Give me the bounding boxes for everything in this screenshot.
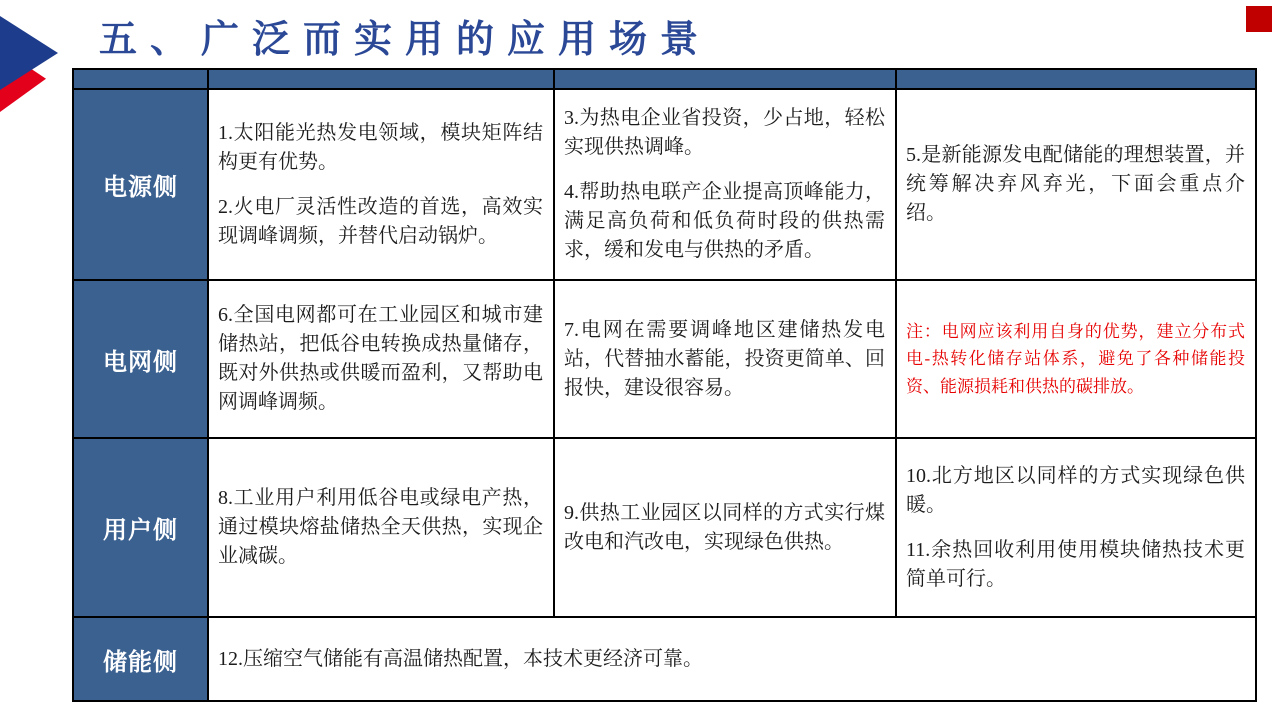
table-cell [209,439,555,618]
page-title: 五、广泛而实用的应用场景 [99,19,712,61]
cell-paragraph: 2.火电厂灵活性改造的首选，高效实现调峰调频，并替代启动锅炉。 [218,195,543,247]
red-corner-marker [1246,6,1272,32]
cell-paragraph: 1.太阳能光热发电领域，模块矩阵结构更有优势。 [218,121,543,173]
table-cell [897,439,1255,618]
table-cell [209,90,555,281]
cell-paragraph: 8.工业用户利用低谷电或绿电产热，通过模块熔盐储热全天供热，实现企业减碳。 [218,487,543,567]
cell-paragraph: 11.余热回收利用使用模块储热技术更简单可行。 [906,538,1245,590]
header-band-cell [555,70,897,90]
row-header-grid-side: 电网侧 [74,281,209,439]
header-band-cell [74,70,209,90]
cell-paragraph: 7.电网在需要调峰地区建储热发电站，代替抽水蓄能，投资更简单、回报快，建设很容易。 [564,318,885,399]
table-cell-red-note [897,281,1255,439]
cell-paragraph: 6.全国电网都可在工业园区和城市建储热站，把低谷电转换成热量储存，既对外供热或供暖而盈利，又帮助电网调峰调频。 [218,304,543,413]
cell-paragraph: 10.北方地区以同样的方式实现绿色供暖。 [906,464,1245,516]
table-cell [555,439,897,618]
table-cell [555,90,897,281]
row-header-user-side: 用户侧 [74,439,209,618]
table-cell [555,281,897,439]
header-band-cell [897,70,1255,90]
application-scenarios-table [72,68,1257,702]
logo [0,0,62,118]
table-cell [209,281,555,439]
header-band-cell [209,70,555,90]
cell-paragraph: 3.为热电企业省投资，少占地，轻松实现供热调峰。 [564,107,885,158]
row-header-power-source-side: 电源侧 [74,90,209,281]
cell-paragraph: 5.是新能源发电配储能的理想装置，并统筹解决弃风弃光，下面会重点介绍。 [906,144,1245,224]
table-cell [897,90,1255,281]
table-cell-merged [209,618,1255,700]
cell-paragraph: 4.帮助热电联产企业提高顶峰能力，满足高负荷和低负荷时段的供热需求，缓和发电与供热的矛盾。 [564,181,885,261]
note-paragraph: 注：电网应该利用自身的优势，建立分布式电-热转化储存站体系，避免了各种储能投资、能源损耗和供热的碳排放。 [906,322,1245,396]
cell-paragraph: 12.压缩空气储能有高温储热配置，本技术更经济可靠。 [218,647,703,670]
cell-paragraph: 9.供热工业园区以同样的方式实行煤改电和汽改电，实现绿色供热。 [564,501,885,553]
row-header-storage-side: 储能侧 [74,618,209,700]
